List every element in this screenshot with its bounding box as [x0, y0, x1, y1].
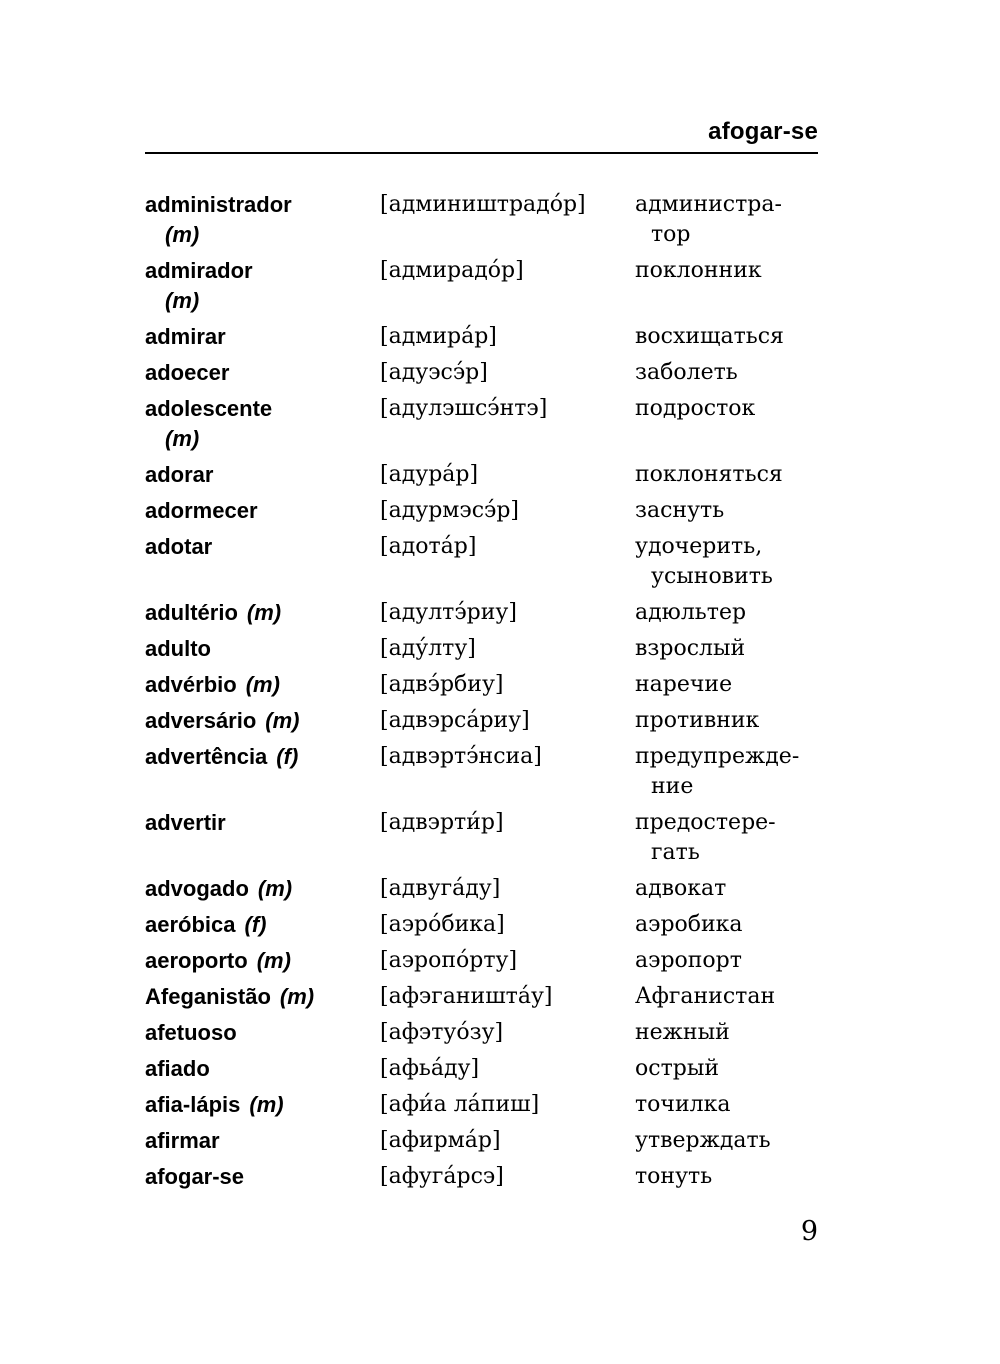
headword-cell [145, 982, 380, 1012]
translation-line: гать [651, 840, 700, 865]
headword: aeróbica [145, 912, 236, 937]
headword-cell [145, 910, 380, 940]
gender-marker: (m) [279, 984, 315, 1009]
headword: advertir [145, 810, 226, 835]
gender-marker: (m) [165, 222, 200, 247]
entries-list [145, 190, 845, 1198]
header-rule [145, 152, 818, 154]
translation [635, 394, 845, 424]
translation-line: Афганистан [635, 984, 776, 1009]
dictionary-entry [145, 808, 845, 868]
translation [635, 1162, 845, 1192]
gender-marker: (m) [246, 600, 282, 625]
headword-cell [145, 358, 380, 388]
translation [635, 808, 845, 868]
translation [635, 1054, 845, 1084]
translation [635, 910, 845, 940]
headword: adormecer [145, 498, 258, 523]
headword-cell [145, 634, 380, 664]
transcription: [аэро́бика] [380, 912, 505, 937]
translation-line: администра- [635, 192, 782, 217]
headword-cell [145, 190, 380, 250]
transcription: [адвэрса́риу] [380, 708, 530, 733]
translation-line: предостере- [635, 810, 776, 835]
translation [635, 634, 845, 664]
translation-line: тор [651, 222, 691, 247]
headword-cell [145, 742, 380, 772]
transcription: [адура́р] [380, 462, 479, 487]
gender-marker: (m) [256, 948, 291, 973]
dictionary-entry [145, 598, 845, 628]
dictionary-entry [145, 1090, 845, 1120]
translation-line: восхищаться [635, 324, 784, 349]
dictionary-entry [145, 670, 845, 700]
translation-line: нежный [635, 1020, 730, 1045]
transcription: [аэропо́рту] [380, 948, 518, 973]
transcription: [адулэшсэ́нтэ] [380, 396, 548, 421]
headword: admirador [145, 258, 253, 283]
translation-line: наречие [635, 672, 733, 697]
translation-line: адвокат [635, 876, 727, 901]
dictionary-entry [145, 460, 845, 490]
transcription: [афирма́р] [380, 1128, 501, 1153]
headword-cell [145, 598, 380, 628]
dictionary-entry [145, 190, 845, 250]
headword: Afeganistão [145, 984, 271, 1009]
translation-line: предупрежде- [635, 744, 800, 769]
headword: advogado [145, 876, 249, 901]
translation [635, 982, 845, 1012]
dictionary-entry [145, 322, 845, 352]
transcription: [афи́а ла́пиш] [380, 1092, 540, 1117]
translation-line: заболеть [635, 360, 738, 385]
translation-line: адюльтер [635, 600, 747, 625]
dictionary-entry [145, 532, 845, 592]
headword-cell [145, 706, 380, 736]
headword: advérbio [145, 672, 237, 697]
headword: afetuoso [145, 1020, 237, 1045]
translation-line: утверждать [635, 1128, 771, 1153]
translation-line: аэробика [635, 912, 743, 937]
transcription: [админиштрадо́р] [380, 192, 586, 217]
headword: adolescente [145, 396, 273, 421]
headword: afiado [145, 1056, 210, 1081]
running-head-text: afogar-se [708, 118, 818, 145]
dictionary-entry [145, 910, 845, 940]
translation [635, 706, 845, 736]
translation-line: точилка [635, 1092, 731, 1117]
headword: afogar-se [145, 1164, 245, 1189]
gender-marker: (f) [276, 744, 299, 769]
headword-cell [145, 1162, 380, 1192]
transcription: [адмира́р] [380, 324, 497, 349]
gender-marker: (m) [245, 672, 280, 697]
headword: advertência [145, 744, 268, 769]
translation-line: поклонник [635, 258, 762, 283]
headword: adorar [145, 462, 214, 487]
transcription: [адурмэсэ́р] [380, 498, 520, 523]
translation-line: тонуть [635, 1164, 713, 1189]
headword: adulto [145, 636, 211, 661]
headword: adversário [145, 708, 257, 733]
headword: administrador [145, 192, 292, 217]
transcription: [адвуга́ду] [380, 876, 501, 901]
headword: aeroporto [145, 948, 248, 973]
transcription: [афэганишта́у] [380, 984, 553, 1009]
headword-cell [145, 670, 380, 700]
dictionary-entry [145, 742, 845, 802]
gender-marker: (f) [244, 912, 267, 937]
gender-marker: (m) [257, 876, 293, 901]
headword-cell [145, 874, 380, 904]
transcription: [адуэсэ́р] [380, 360, 488, 385]
translation-line: ние [651, 774, 694, 799]
transcription: [афэтуо́зу] [380, 1020, 504, 1045]
transcription: [адота́р] [380, 534, 477, 559]
translation [635, 1090, 845, 1120]
translation [635, 742, 845, 802]
translation [635, 598, 845, 628]
dictionary-entry [145, 256, 845, 316]
headword: admirar [145, 324, 226, 349]
dictionary-entry [145, 946, 845, 976]
transcription: [адвэрти́р] [380, 810, 504, 835]
transcription: [адвэ́рбиу] [380, 672, 504, 697]
translation [635, 1126, 845, 1156]
headword-cell [145, 460, 380, 490]
gender-marker: (m) [249, 1092, 284, 1117]
translation [635, 322, 845, 352]
headword-cell [145, 1018, 380, 1048]
translation-line: острый [635, 1056, 719, 1081]
dictionary-entry [145, 1018, 845, 1048]
translation [635, 460, 845, 490]
transcription: [аду́лту] [380, 636, 476, 661]
headword-cell [145, 808, 380, 838]
translation-line: поклоняться [635, 462, 783, 487]
dictionary-entry [145, 496, 845, 526]
dictionary-entry [145, 358, 845, 388]
headword: afirmar [145, 1128, 220, 1153]
translation-line: усыновить [651, 564, 773, 589]
headword-cell [145, 256, 380, 316]
dictionary-entry [145, 1054, 845, 1084]
transcription: [адвэртэ́нсиа] [380, 744, 542, 769]
translation [635, 190, 845, 250]
headword: adoecer [145, 360, 230, 385]
headword-cell [145, 946, 380, 976]
headword-cell [145, 532, 380, 562]
page-number: 9 [800, 1216, 818, 1247]
translation-line: противник [635, 708, 760, 733]
headword-cell [145, 394, 380, 454]
headword-cell [145, 496, 380, 526]
transcription: [адмирадо́р] [380, 258, 524, 283]
translation-line: взрослый [635, 636, 746, 661]
dictionary-entry [145, 706, 845, 736]
translation [635, 874, 845, 904]
headword-cell [145, 1126, 380, 1156]
dictionary-entry [145, 982, 845, 1012]
headword-cell [145, 1054, 380, 1084]
dictionary-entry [145, 1162, 845, 1192]
headword-cell [145, 1090, 380, 1120]
translation [635, 1018, 845, 1048]
translation [635, 946, 845, 976]
translation-line: удочерить, [635, 534, 763, 559]
gender-marker: (m) [265, 708, 300, 733]
headword: afia-lápis [145, 1092, 241, 1117]
translation-line: аэропорт [635, 948, 742, 973]
headword-cell [145, 322, 380, 352]
translation [635, 358, 845, 388]
transcription: [адултэ́риу] [380, 600, 517, 625]
dictionary-entry [145, 394, 845, 454]
translation [635, 532, 845, 592]
translation-line: подросток [635, 396, 756, 421]
gender-marker: (m) [165, 426, 200, 451]
transcription: [афуга́рсэ] [380, 1164, 504, 1189]
translation-line: заснуть [635, 498, 725, 523]
dictionary-entry [145, 634, 845, 664]
running-head [145, 118, 818, 146]
translation [635, 256, 845, 286]
headword: adultério [145, 600, 238, 625]
headword: adotar [145, 534, 213, 559]
translation [635, 670, 845, 700]
dictionary-entry [145, 1126, 845, 1156]
translation [635, 496, 845, 526]
transcription: [афьа́ду] [380, 1056, 480, 1081]
gender-marker: (m) [165, 288, 200, 313]
dictionary-entry [145, 874, 845, 904]
